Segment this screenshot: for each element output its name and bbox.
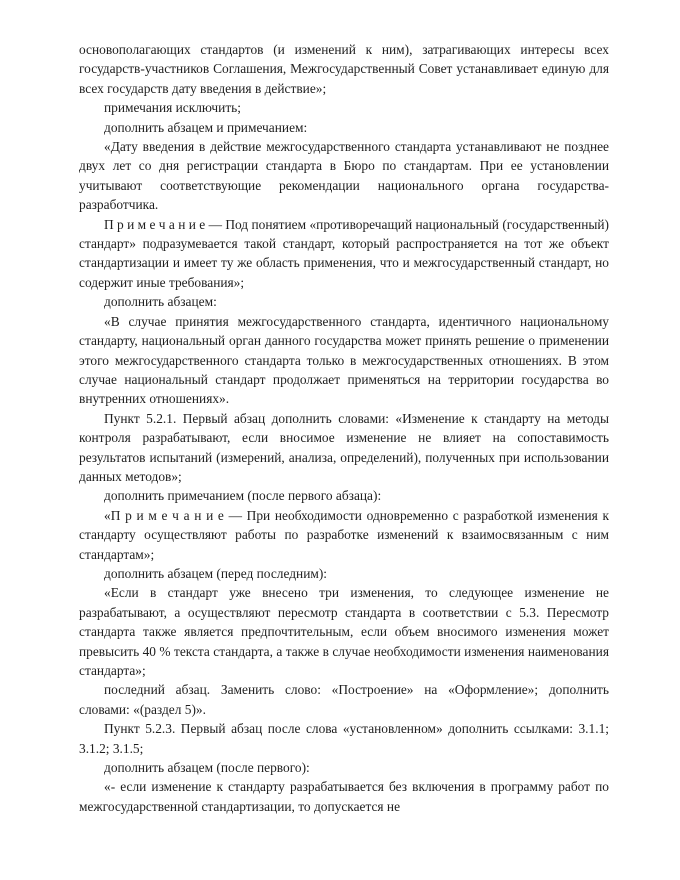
paragraph-without-program: «- если изменение к стандарту разрабатывается без включения в программу работ по межгосударственной стандартизации, то допускается не: [79, 779, 609, 814]
document-page: [79, 40, 609, 816]
paragraph-remove-notes: примечания исключить;: [104, 100, 241, 116]
paragraph-add-note-after-first: дополнить примечанием (после первого абзаца):: [104, 488, 382, 504]
paragraph-add: дополнить абзацем:: [104, 294, 217, 310]
paragraph-add-after-first: дополнить абзацем (после первого):: [104, 760, 310, 776]
paragraph-add-before-last: дополнить абзацем (перед последним):: [104, 565, 328, 581]
paragraph-add-with-note: дополнить абзацем и примечанием:: [104, 119, 308, 135]
paragraph-clause-5-2-3: Пункт 5.2.3. Первый абзац после слова «установленном» дополнить ссылками: 3.1.1; 3.1.2; 3.1.5;: [79, 721, 609, 756]
paragraph-clause-5-2-1: Пункт 5.2.1. Первый абзац дополнить словами: «Изменение к стандарту на методы контроля разрабатывают, если вносимое изменение не влияет на сопоставимость результатов испытаний (измерений, анализа, определений), полученных при использовании данных методов»;: [79, 410, 609, 484]
paragraph-three-amendments: «Если в стандарт уже внесено три изменения, то следующее изменение не разрабатывают, а осуществляют пересмотр стандарта в соответствии с 5.3. Пересмотр стандарта также является предпочтительным, если объем вносимого изменения может превысить 40 % текста стандарта, а также в случае необходимости изменения наименования стандарта»;: [79, 585, 609, 678]
paragraph-note-contradicting-standard: П р и м е ч а н и е — Под понятием «противоречащий национальный (государственный) стандарт» подразумевается такой стандарт, который распространяется на тот же объект стандартизации и имеет ту же область применения, что и межгосударственный стандарт, но содержит иные требования»;: [79, 216, 609, 290]
paragraph-identical-standard: «В случае принятия межгосударственного стандарта, идентичного национальному стандарту, национальный орган данного государства может принять решение о применении этого межгосударственного стандарта только в межгосударственных отношениях. В этом случае национальный стандарт продолжает применяться на территории государства во внутренних отношениях».: [79, 313, 609, 407]
paragraph-effective-date: «Дату введения в действие межгосударственного стандарта устанавливают не позднее двух лет со дня регистрации стандарта в Бюро по стандартам. При ее установлении учитывают соответствующие рекомендации национального органа государства-разработчика.: [79, 139, 609, 213]
paragraph-last-replace-word: последний абзац. Заменить слово: «Построение» на «Оформление»; дополнить словами: «(раздел 5)».: [79, 682, 609, 717]
paragraph-note-related-standards: «П р и м е ч а н и е — При необходимости одновременно с разработкой изменения к стандарту осуществляют работы по разработке изменений к взаимосвязанным с ним стандартам»;: [79, 507, 609, 562]
paragraph-continuation: основополагающих стандартов (и изменений к ним), затрагивающих интересы всех государств-участников Соглашения, Межгосударственный Совет устанавливает единую для всех государств дату введения в действие»;: [79, 42, 609, 96]
